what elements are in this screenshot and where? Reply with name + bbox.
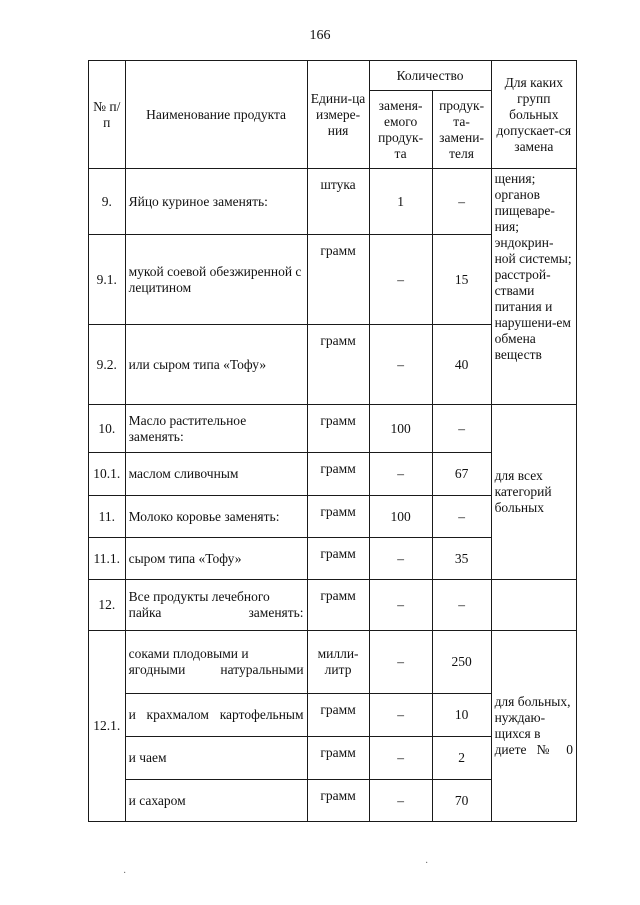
row-name: Масло растительное заменять: [125,405,307,453]
row-replaced: 100 [369,496,432,538]
row-name: маслом сливочным [125,453,307,496]
row-replaced: – [369,737,432,780]
row-unit: грамм [307,538,369,580]
row-replaced: – [369,453,432,496]
row-substitute: 67 [432,453,491,496]
row-name: и чаем [125,737,307,780]
row-num: 11.1. [89,538,126,580]
row-substitute: 10 [432,694,491,737]
row-replaced: – [369,694,432,737]
header-groups: Для каких групп больных допускает-ся замена [491,61,576,169]
row-unit: грамм [307,580,369,631]
groups-cell-2: для всех категорий больных [491,405,576,580]
row-replaced: – [369,235,432,325]
row-replaced: – [369,538,432,580]
row-replaced: 100 [369,405,432,453]
row-unit: штука [307,169,369,235]
page-number: 166 [309,28,331,43]
row-unit: грамм [307,496,369,538]
row-num: 10.1. [89,453,126,496]
substitution-table [88,60,577,822]
row-name: соками плодовыми и ягодными натуральными [125,631,307,694]
header-num: № п/п [89,61,126,169]
row-substitute: – [432,169,491,235]
row-substitute: 35 [432,538,491,580]
header-unit: Едини-ца измере-ния [307,61,369,169]
row-substitute: 250 [432,631,491,694]
header-name: Наименование продукта [125,61,307,169]
header-substitute: продук-та-замени-теля [432,91,491,169]
row-num: 9. [89,169,126,235]
row-substitute: – [432,405,491,453]
row-name: Все продукты лечебного пайка заменять: [125,580,307,631]
groups-cell-4: для больных, нуждаю-щихся в диете № 0 [491,631,576,822]
row-unit: грамм [307,780,369,822]
row-name: и крахмалом картофельным [125,694,307,737]
table-row [89,405,577,453]
groups-cell-3 [491,580,576,631]
row-substitute: 40 [432,325,491,405]
row-num: 9.2. [89,325,126,405]
table-row [89,631,577,694]
header-row [89,61,577,91]
row-substitute: 70 [432,780,491,822]
header-quantity: Количество [369,61,491,91]
row-replaced: – [369,325,432,405]
row-replaced: – [369,631,432,694]
row-num: 12.1. [89,631,126,822]
groups-cell-1: щения; органов пищеваре-ния; эндокрин-ной системы; расстрой-ствами питания и нарушени-ем обмена веществ [491,169,576,405]
row-num: 12. [89,580,126,631]
row-num: 11. [89,496,126,538]
row-unit: грамм [307,737,369,780]
row-substitute: – [432,580,491,631]
row-name: сыром типа «Тофу» [125,538,307,580]
row-replaced: 1 [369,169,432,235]
row-num: 10. [89,405,126,453]
row-unit: грамм [307,235,369,325]
row-unit: грамм [307,453,369,496]
scan-speck: · [425,858,429,869]
row-name: или сыром типа «Тофу» [125,325,307,405]
row-unit: грамм [307,325,369,405]
row-num: 9.1. [89,235,126,325]
row-name: и сахаром [125,780,307,822]
row-replaced: – [369,780,432,822]
header-replaced: заменя-емого продук-та [369,91,432,169]
row-unit: милли-литр [307,631,369,694]
table-row [89,169,577,235]
scan-speck: · [123,868,127,879]
row-replaced: – [369,580,432,631]
row-name: Молоко коровье заменять: [125,496,307,538]
row-unit: грамм [307,694,369,737]
row-unit: грамм [307,405,369,453]
row-substitute: 2 [432,737,491,780]
table-row [89,580,577,631]
row-name: мукой соевой обезжиренной с лецитином [125,235,307,325]
row-name: Яйцо куриное заменять: [125,169,307,235]
row-substitute: – [432,496,491,538]
row-substitute: 15 [432,235,491,325]
